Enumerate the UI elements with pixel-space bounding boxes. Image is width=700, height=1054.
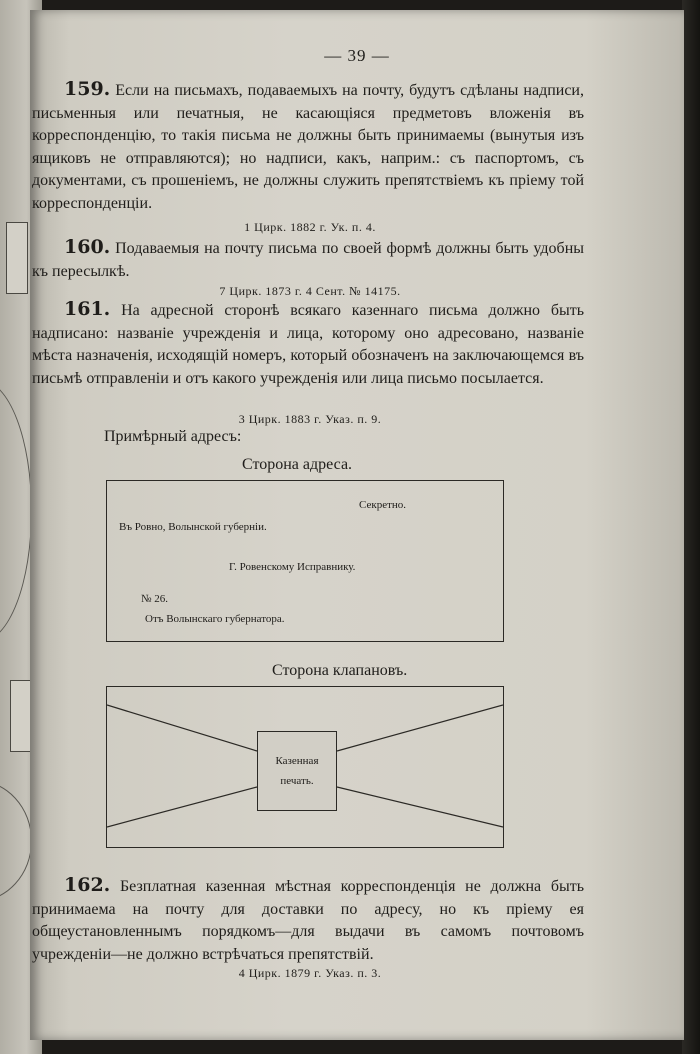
flap-line bbox=[337, 705, 503, 751]
book-page bbox=[30, 10, 684, 1040]
destination-line: Въ Ровно, Волынской губерніи. bbox=[119, 521, 267, 533]
adjacent-page-box bbox=[6, 222, 28, 294]
flap-line bbox=[337, 787, 503, 827]
book-edge bbox=[682, 0, 700, 1054]
paragraph-text: Подаваемыя на почту письма по своей формѣ должны быть удобны къ пересылкѣ. bbox=[32, 240, 584, 280]
seal-text: Казенная печать. bbox=[275, 755, 319, 787]
adjacent-page-curve bbox=[0, 380, 32, 642]
example-heading: Примѣрный адресъ: bbox=[104, 428, 242, 445]
seal-box bbox=[257, 731, 337, 811]
citation: 7 Цирк. 1873 г. 4 Сент. № 14175. bbox=[219, 284, 401, 298]
flap-line bbox=[107, 787, 257, 827]
flap-side-caption: Сторона клапановъ. bbox=[272, 662, 408, 679]
paragraph-159 bbox=[32, 78, 584, 215]
paragraph-number: 159. bbox=[64, 78, 111, 100]
citation: 3 Цирк. 1883 г. Указ. п. 9. bbox=[238, 412, 382, 426]
paragraph-162 bbox=[32, 874, 584, 966]
paragraph-text: Если на письмахъ, подаваемыхъ на почту, будутъ сдѣланы надписи, письменныя или печатныя, не касающіяся предметовъ вложенія въ корреспонденцію, то такія письма не должны быть принимаемы (вынутыя изъ ящиковъ не отправляются); но надписи, какъ, наприм.: съ паспортомъ, съ документами, съ прошеніемъ, не должны служить препятствіемъ къ пріему той корреспонденціи. bbox=[32, 82, 584, 212]
paragraph-text: На адресной сторонѣ всякаго казеннаго письма должно быть надписано: названіе учрежденія и лица, которому оно адресовано, названіе мѣста назначенія, исходящій номеръ, который обозначенъ на заключающемся въ письмѣ отправленіи и отъ какого учрежденія или лица письмо посылается. bbox=[32, 302, 584, 387]
recipient-line: Г. Ровенскому Исправнику. bbox=[229, 561, 356, 573]
adjacent-page-curve bbox=[0, 780, 32, 902]
secret-mark: Секретно. bbox=[359, 499, 407, 511]
address-side-envelope bbox=[106, 480, 504, 642]
paragraph-number: 161. bbox=[64, 298, 111, 320]
citation: 1 Цирк. 1882 г. Ук. п. 4. bbox=[244, 220, 376, 234]
citation: 4 Цирк. 1879 г. Указ. п. 3. bbox=[238, 966, 382, 980]
paragraph-text: Безплатная казенная мѣстная корреспонденція не должна быть принимаема на почту для доставки по адресу, но къ пріему ея общеустановленнымъ порядкомъ—для выдачи въ самомъ почтовомъ учрежденіи—не должно встрѣчаться препятствій. bbox=[32, 878, 585, 963]
page-number: — 39 — bbox=[324, 46, 390, 65]
address-side-caption: Сторона адреса. bbox=[242, 456, 353, 473]
sender-line: Отъ Волынскаго губернатора. bbox=[145, 613, 285, 625]
paragraph-number: 162. bbox=[64, 874, 111, 896]
flap-line bbox=[107, 705, 257, 751]
flap-side-envelope bbox=[106, 686, 504, 848]
paragraph-number: 160. bbox=[64, 236, 111, 258]
paragraph-161 bbox=[32, 298, 584, 390]
paragraph-160 bbox=[32, 236, 584, 283]
outgoing-number: № 26. bbox=[141, 593, 168, 605]
